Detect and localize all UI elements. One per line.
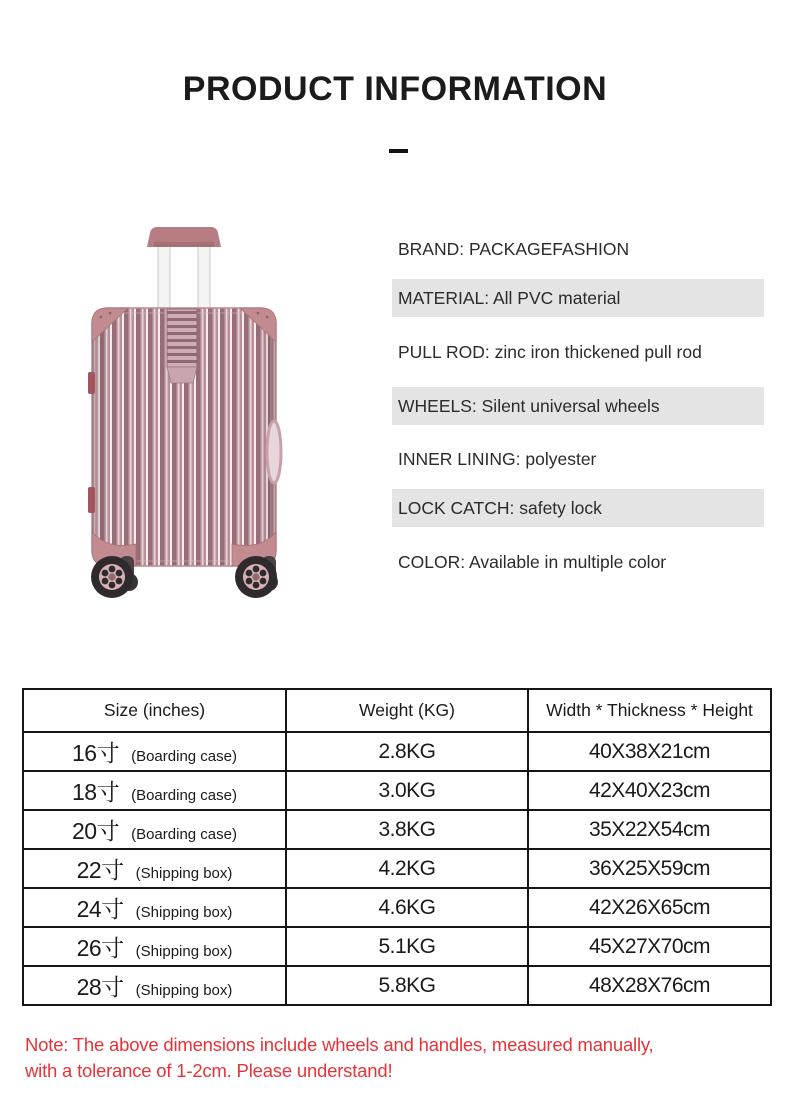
size-value: 22寸 [76, 857, 124, 883]
spec-row-lock-catch: LOCK CATCH: safety lock [392, 489, 764, 527]
header-size: Size (inches) [23, 689, 286, 732]
table-row [23, 849, 771, 888]
weight-value: 2.8KG [286, 732, 528, 771]
suitcase-illustration [88, 220, 288, 605]
handle-recess [167, 309, 197, 383]
dimensions-value: 40X38X21cm [528, 732, 771, 771]
dimensions-value: 45X27X70cm [528, 927, 771, 966]
table-row [23, 966, 771, 1005]
trolley-handle [147, 227, 221, 247]
spec-row-color: COLOR: Available in multiple color [398, 551, 667, 572]
note-text [25, 1032, 765, 1084]
table-row [23, 888, 771, 927]
weight-value: 5.8KG [286, 966, 528, 1005]
spec-row-material: MATERIAL: All PVC material [392, 279, 764, 317]
dimensions-value: 36X25X59cm [528, 849, 771, 888]
wheel-right [235, 556, 278, 598]
handle-poles [158, 240, 210, 315]
case-type-label: (Shipping box) [135, 982, 233, 999]
case-type-label: (Shipping box) [135, 865, 233, 882]
size-value: 24寸 [76, 896, 124, 922]
size-table [22, 688, 772, 1006]
note-line-1: Note: The above dimensions include wheels and handles, measured manually, [25, 1034, 654, 1055]
title-divider [389, 149, 408, 153]
case-type-label: (Boarding case) [131, 787, 237, 804]
lock-tab-lower [88, 487, 95, 513]
size-value: 28寸 [76, 974, 124, 1000]
page-title: PRODUCT INFORMATION [182, 70, 608, 108]
dimensions-value: 35X22X54cm [528, 810, 771, 849]
table-header-row [23, 689, 771, 732]
spec-row-wheels: WHEELS: Silent universal wheels [392, 387, 764, 425]
spec-row-inner-lining: INNER LINING: polyester [398, 448, 597, 469]
size-value: 18寸 [72, 779, 120, 805]
dimensions-value: 48X28X76cm [528, 966, 771, 1005]
lock-tab-upper [88, 372, 95, 394]
table-row [23, 732, 771, 771]
size-value: 20寸 [72, 818, 120, 844]
table-row [23, 810, 771, 849]
weight-value: 4.6KG [286, 888, 528, 927]
dimensions-value: 42X26X65cm [528, 888, 771, 927]
note-line-2: with a tolerance of 1-2cm. Please understand! [25, 1060, 393, 1081]
spec-row-brand: BRAND: PACKAGEFASHION [398, 238, 630, 259]
weight-value: 5.1KG [286, 927, 528, 966]
spec-row-pull-rod: PULL ROD: zinc iron thickened pull rod [398, 341, 702, 362]
table-row [23, 927, 771, 966]
case-type-label: (Shipping box) [135, 943, 233, 960]
header-weight: Weight (KG) [286, 689, 528, 732]
dimensions-value: 42X40X23cm [528, 771, 771, 810]
side-handle [267, 421, 281, 483]
case-type-label: (Shipping box) [135, 904, 233, 921]
weight-value: 3.0KG [286, 771, 528, 810]
weight-value: 3.8KG [286, 810, 528, 849]
weight-value: 4.2KG [286, 849, 528, 888]
header-dimensions: Width * Thickness * Height [528, 689, 771, 732]
wheel-left [91, 556, 138, 598]
table-row [23, 771, 771, 810]
size-value: 26寸 [76, 935, 124, 961]
size-value: 16寸 [72, 740, 120, 766]
case-type-label: (Boarding case) [131, 826, 237, 843]
case-type-label: (Boarding case) [131, 748, 237, 765]
